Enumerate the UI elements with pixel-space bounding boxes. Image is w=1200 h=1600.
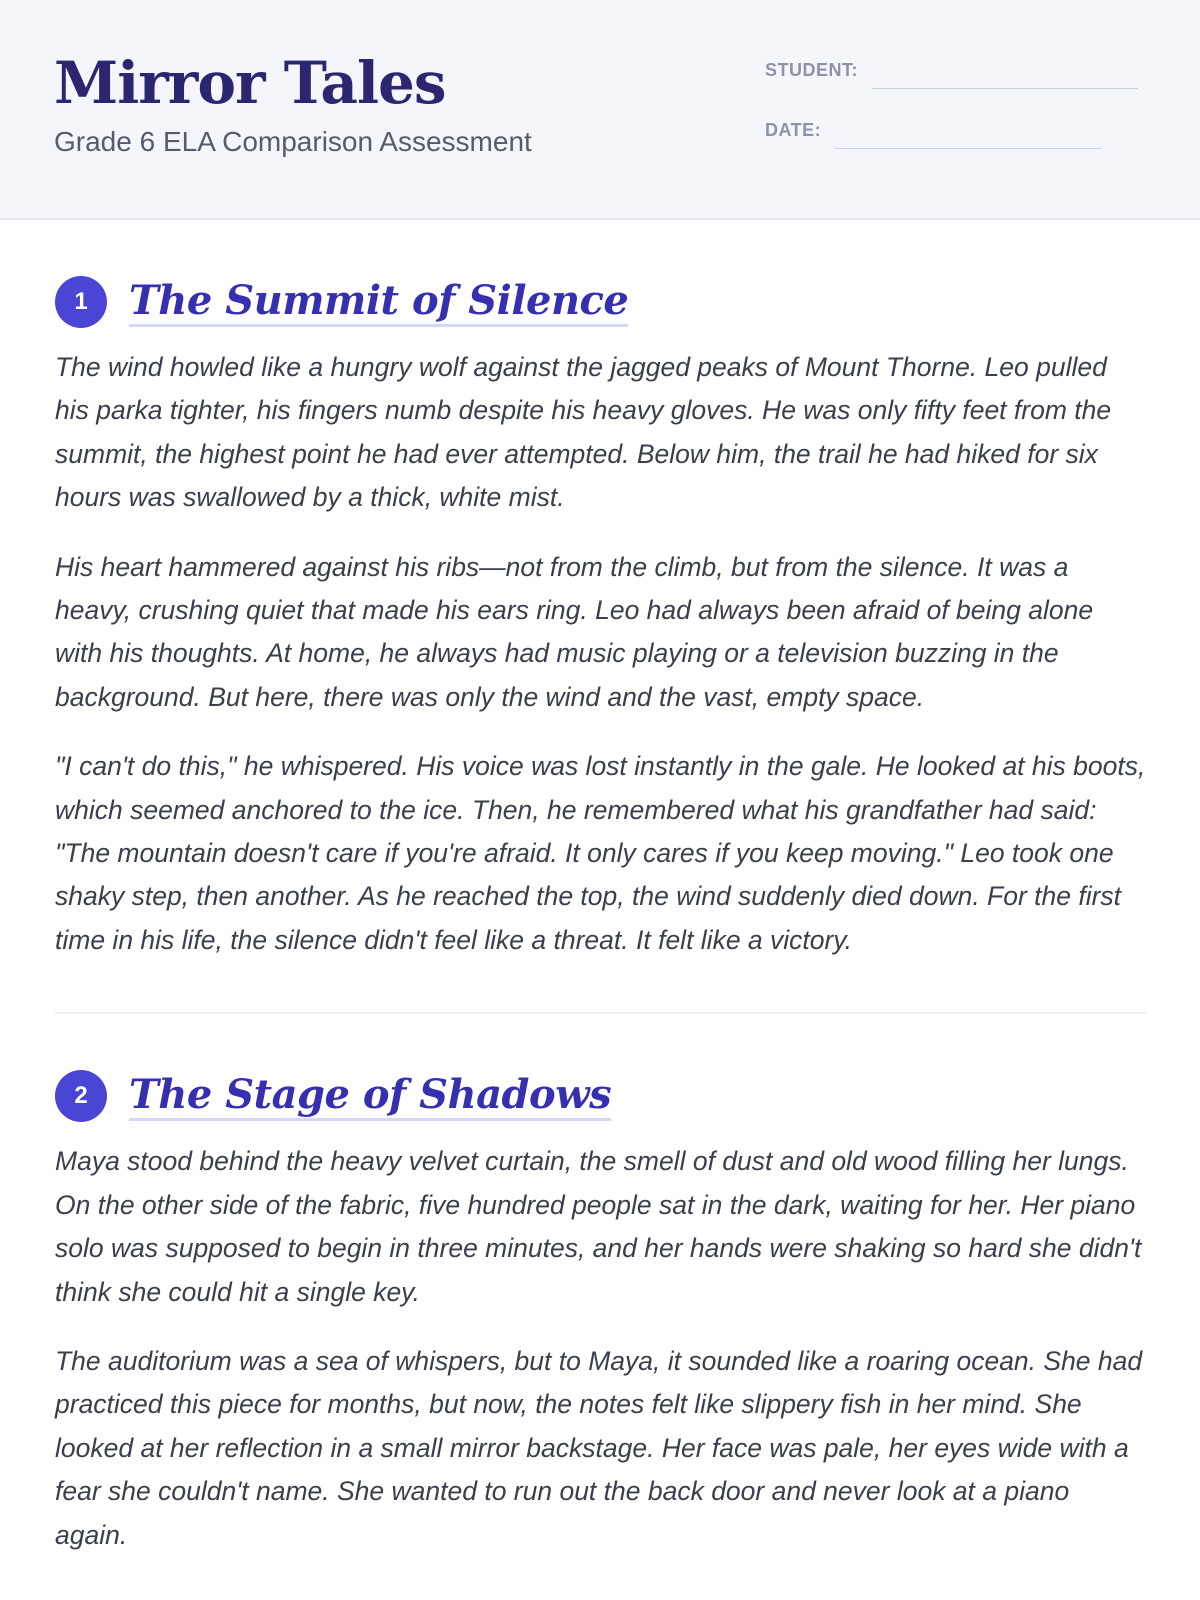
date-line[interactable]: [835, 148, 1101, 149]
date-label: DATE:: [765, 120, 822, 140]
story-number-badge: 1: [55, 276, 107, 328]
story-paragraph: His heart hammered against his ribs—not from the climb, but from the silence. It was a heavy, crushing quiet that made his ears ring. Leo had always been afraid of being alone with his thoughts. At home, he always had music playing or a television buzzing in the background. But here, there was only the wind and the vast, empty space.: [55, 551, 1094, 712]
worksheet-header: [0, 0, 1200, 220]
story-heading: [55, 1066, 1146, 1126]
story-section-2: [0, 1014, 1200, 1557]
story-title: The Summit of Silence: [129, 278, 628, 327]
story-paragraph: The wind howled like a hungry wolf against the jagged peaks of Mount Thorne. Leo pulled his parka tighter, his fingers numb despite his heavy gloves. He was only fifty feet from the summit, the highest point he had ever attempted. Below him, the trail he had hiked for six hours was swallowed by a thick, white mist.: [55, 352, 1112, 513]
story-number-badge: 2: [55, 1070, 107, 1122]
story-paragraph: Maya stood behind the heavy velvet curtain, the smell of dust and old wood filling her lungs. On the other side of the fabric, five hundred people sat in the dark, waiting for her. Her piano solo was supposed to begin in three minutes, and her hands were shaking so hard she didn't think she could hit a single key.: [55, 1146, 1142, 1307]
student-field: [765, 60, 1138, 81]
story-paragraph: The auditorium was a sea of whispers, but to Maya, it sounded like a roaring ocean. She had practiced this piece for months, but now, the notes felt like slippery fish in her mind. She looked at her reflection in a small mirror backstage. Her face was pale, her eyes wide with a fear she couldn't name. She wanted to run out the back door and never look at a piano again.: [55, 1345, 1143, 1550]
story-paragraph: "I can't do this," he whispered. His voice was lost instantly in the gale. He looked at his boots, which seemed anchored to the ice. Then, he remembered what his grandfather had said: "The mountain doesn't care if you're afraid. It only cares if you keep moving." Leo took one shaky step, then another. As he reached the top, the wind suddenly died down. For the first time in his life, the silence didn't feel like a threat. It felt like a victory.: [55, 751, 1146, 955]
story-title: The Stage of Shadows: [129, 1072, 611, 1121]
story-heading: [55, 272, 1146, 332]
student-label: STUDENT:: [765, 60, 858, 80]
student-name-line[interactable]: [872, 88, 1138, 89]
date-field: [765, 120, 1101, 141]
story-section-1: [0, 220, 1200, 1014]
page-title: Mirror Tales: [54, 49, 446, 117]
page-subtitle: Grade 6 ELA Comparison Assessment: [54, 126, 532, 157]
